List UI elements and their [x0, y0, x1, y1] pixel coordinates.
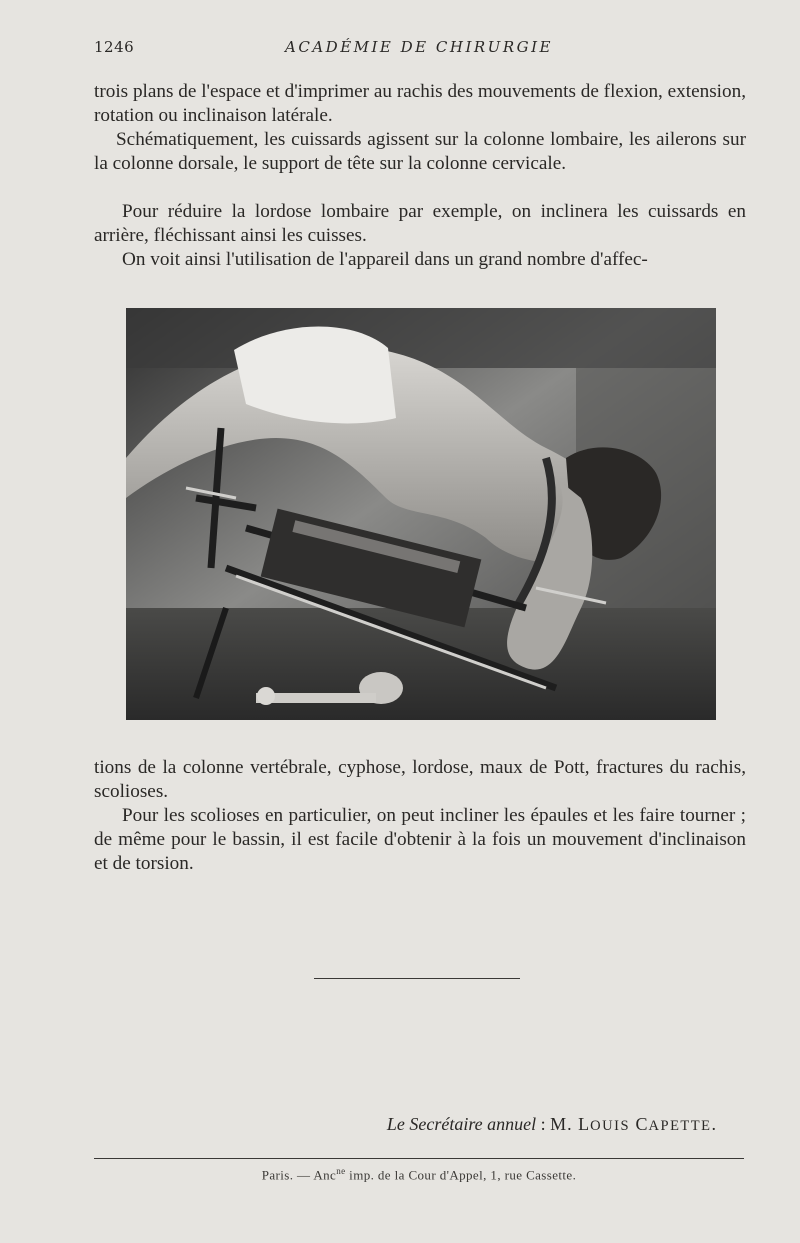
running-title: ACADÉMIE DE CHIRURGIE: [285, 38, 553, 56]
signature-role: Le Secrétaire annuel: [386, 1114, 537, 1134]
signature-period: .: [711, 1114, 716, 1134]
paragraph: Pour réduire la lordose lombaire par exemple, on inclinera les cuissards en arrière, fléchissant ainsi les cuisses.: [94, 201, 746, 247]
footer-rule: [94, 1158, 744, 1159]
signature-initial: M.: [550, 1114, 579, 1134]
imprint-prefix: Paris. — Anc: [261, 1167, 337, 1183]
signature-last-cap: C: [630, 1114, 649, 1134]
paragraph: trois plans de l'espace et d'imprimer au rachis des mouvements de flexion, extension, rotation ou inclinaison latérale.: [94, 81, 746, 127]
paragraph: Pour les scolioses en particulier, on peut incliner les épaules et les faire tourner ; de même pour le bassin, il est facile d'obtenir à la fois un mouvement d'inclinaison et de torsion.: [94, 805, 746, 875]
paragraph: tions de la colonne vertébrale, cyphose, lordose, maux de Pott, fractures du rachis, scolioses.: [94, 757, 746, 803]
imprint-suffix: imp. de la Cour d'Appel, 1, rue Cassette.: [345, 1167, 577, 1183]
signature-last-rest: APETTE: [648, 1118, 712, 1134]
page-number: 1246: [94, 38, 135, 56]
page-header: [94, 38, 744, 60]
signature-first-rest: OUIS: [590, 1118, 631, 1134]
signature-first-cap: L: [578, 1114, 591, 1134]
section-divider: [314, 978, 520, 979]
surgical-apparatus-photograph: [126, 308, 716, 720]
paragraph: On voit ainsi l'utilisation de l'appareil dans un grand nombre d'affec-: [122, 249, 648, 270]
signature-line: [387, 1114, 716, 1135]
paragraph: Schématiquement, les cuissards agissent sur la colonne lombaire, les ailerons sur la colonne dorsale, le support de tête sur la colonne cervicale.: [94, 129, 746, 175]
imprint-superscript: ne: [336, 1166, 346, 1176]
signature-colon: :: [536, 1114, 551, 1134]
printer-imprint: [94, 1166, 744, 1183]
